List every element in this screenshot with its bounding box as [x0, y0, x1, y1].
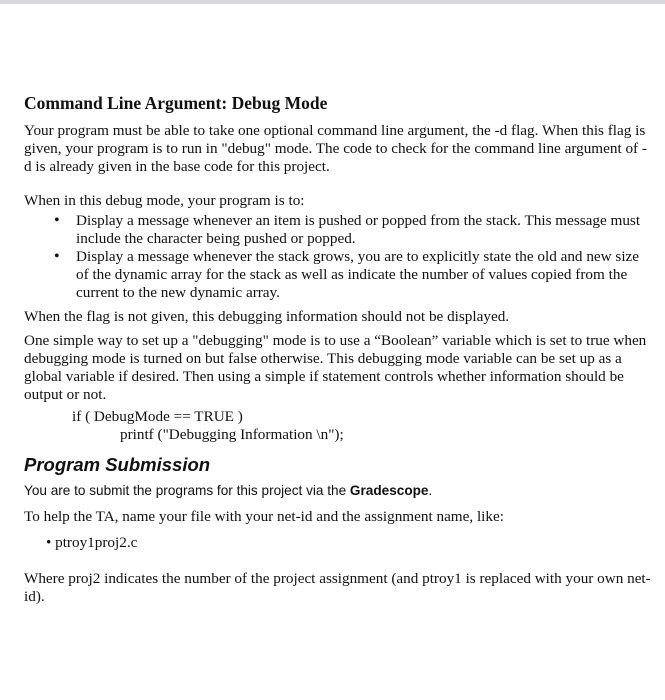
- bullet-icon: •: [54, 212, 60, 229]
- list-item-text: Display a message whenever the stack grows, you are to explicitly state the old and new size of the dynamic array for the stack as well as indicate the number of values copied from the current to the new dynamic array.: [76, 248, 640, 301]
- document-page: [24, 92, 652, 606]
- list-item-text: Display a message whenever an item is pushed or popped from the stack. This message must include the character being pushed or popped.: [76, 212, 641, 247]
- bullet-icon: •: [54, 248, 60, 265]
- list-item: [24, 248, 652, 302]
- list-item: [24, 212, 652, 248]
- section-heading: Command Line Argument: Debug Mode: [24, 93, 328, 113]
- code-line: printf ("Debugging Information \n");: [120, 426, 344, 443]
- gradescope-label: Gradescope: [349, 483, 429, 498]
- boolean-paragraph: One simple way to set up a "debugging" mode is to use a “Boolean” variable which is set to true when debugging mode is turned on but false otherwise. This debugging mode variable can be set up as a global variable if desired. Then using a simple if statement controls whether information should be output or not.: [24, 332, 647, 403]
- submission-text: You are to submit the programs for this project via the: [24, 483, 350, 498]
- submission-text-end: .: [428, 483, 433, 498]
- debug-requirements-list: [24, 212, 652, 302]
- submission-heading: Program Submission: [24, 454, 211, 475]
- flag-note-paragraph: When the flag is not given, this debugging information should not be displayed.: [24, 308, 510, 325]
- code-line: if ( DebugMode == TRUE ): [72, 408, 243, 425]
- example-filename: • ptroy1proj2.c: [46, 534, 138, 551]
- code-example: [72, 408, 652, 444]
- debug-lead-paragraph: When in this debug mode, your program is to:: [24, 192, 305, 209]
- naming-instruction: To help the TA, name your file with your net-id and the assignment name, like:: [24, 508, 504, 525]
- where-note-paragraph: Where proj2 indicates the number of the project assignment (and ptroy1 is replaced with your own net-id).: [24, 570, 651, 605]
- intro-paragraph: Your program must be able to take one optional command line argument, the -d flag. When this flag is given, your program is to run in "debug" mode. The code to check for the command line argument of -d is already given in the base code for this project.: [24, 122, 647, 175]
- submission-paragraph: [24, 482, 652, 500]
- window-top-border: [0, 0, 665, 4]
